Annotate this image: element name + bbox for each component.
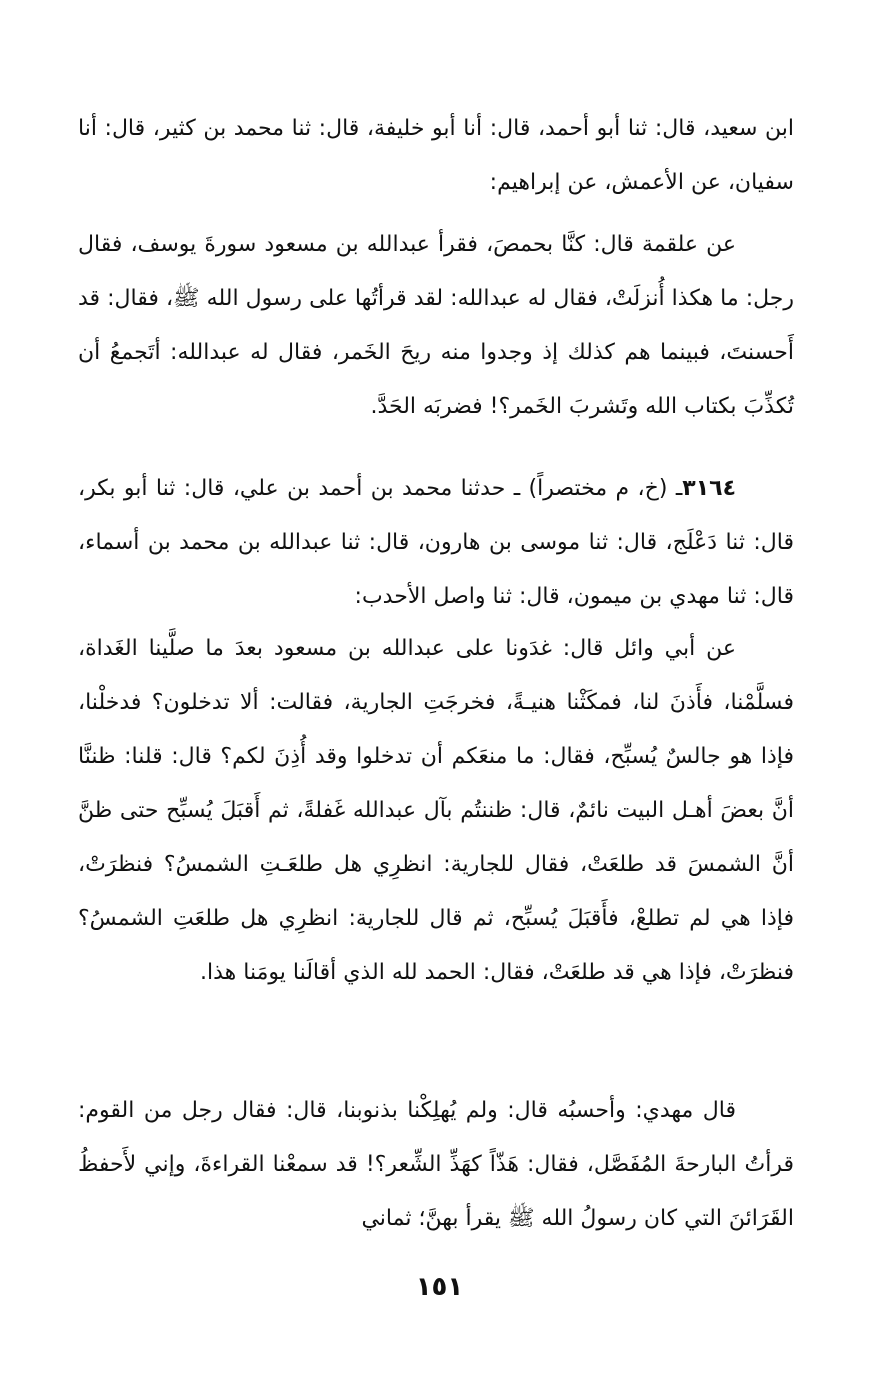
paragraph-text: [78, 462, 794, 624]
hadith-paragraph: [78, 622, 794, 1000]
hadith-number: ٣١٦٤: [682, 476, 736, 501]
isnad-text: ـ (خ، م مختصراً) ـ حدثنا محمد بن أحمد بن علي، قال: ثنا أبو بكر، قال: ثنا دَعْلَج، قال: ثنا موسى بن هارون، قال: ثنا عبدالله بن محمد بن أسماء، قال: ثنا مهدي بن ميمون، قال: ثنا واصل الأحدب:: [78, 476, 794, 609]
paragraph-text: عن علقمة قال: كنَّا بحمصَ، فقرأ عبدالله بن مسعود سورةَ يوسف، فقال رجل: ما هكذا أُنزلَتْ، فقال له عبدالله: لقد قرأتُها على رسول الله ﷺ، فقال: قد أَحسنتَ، فبينما هم كذلك إذ وجدوا منه ريحَ الخَمر، فقال له عبدالله: أتَجمعُ أن تُكذِّبَ بكتاب الله وتَشربَ الخَمر؟! فضربَه الحَدَّ.: [78, 232, 794, 419]
isnad-paragraph: [78, 102, 794, 210]
paragraph-text: عن أبي وائل قال: غدَونا على عبدالله بن مسعود بعدَ ما صلَّينا الغَداة، فسلَّمْنا، فأَذنَ لنا، فمكَثْنا هنيـةً، فخرجَتِ الجارية، فقالت: ألا تدخلون؟ فدخلْنا، فإذا هو جالسٌ يُسبِّح، فقال: ما منعَكم أن تدخلوا وقد أُذِنَ لكم؟ قال: قلنا: ظننَّا أنَّ بعضَ أهـل البيت نائمٌ، قال: ظننتُم بآل عبدالله غَفلةً، ثم أَقبَلَ يُسبِّح حتى ظنَّ أنَّ الشمسَ قد طلعَتْ، فقال للجارية: انظرِي هل طلعَـتِ الشمسُ؟ فنظرَتْ، فإذا هي لم تطلعْ، فأَقبَلَ يُسبِّح، ثم قال للجارية: انظرِي هل طلعَتِ الشمسُ؟ فنظرَتْ، فإذا هي قد طلعَتْ، فقال: الحمد لله الذي أقالَنا يومَنا هذا.: [78, 636, 794, 985]
paragraph-text: ابن سعيد، قال: ثنا أبو أحمد، قال: أنا أبو خليفة، قال: ثنا محمد بن كثير، قال: أنا سفيان، عن الأعمش، عن إبراهيم:: [78, 116, 794, 195]
hadith-paragraph: [78, 1084, 794, 1246]
paragraph-text: قال مهدي: وأحسبُه قال: ولم يُهلِكْنا بذنوبنا، قال: فقال رجل من القوم: قرأتُ البارحةَ المُفَصَّل، فقال: هَذّاً كهَذِّ الشِّعر؟! قد سمعْنا القراءةَ، وإني لأَحفظُ القَرَائنَ التي كان رسولُ الله ﷺ يقرأ بهنَّ؛ ثماني: [78, 1098, 794, 1231]
hadith-header-paragraph: [78, 462, 794, 624]
page-number: ١٥١: [415, 1272, 464, 1302]
hadith-paragraph: [78, 218, 794, 434]
